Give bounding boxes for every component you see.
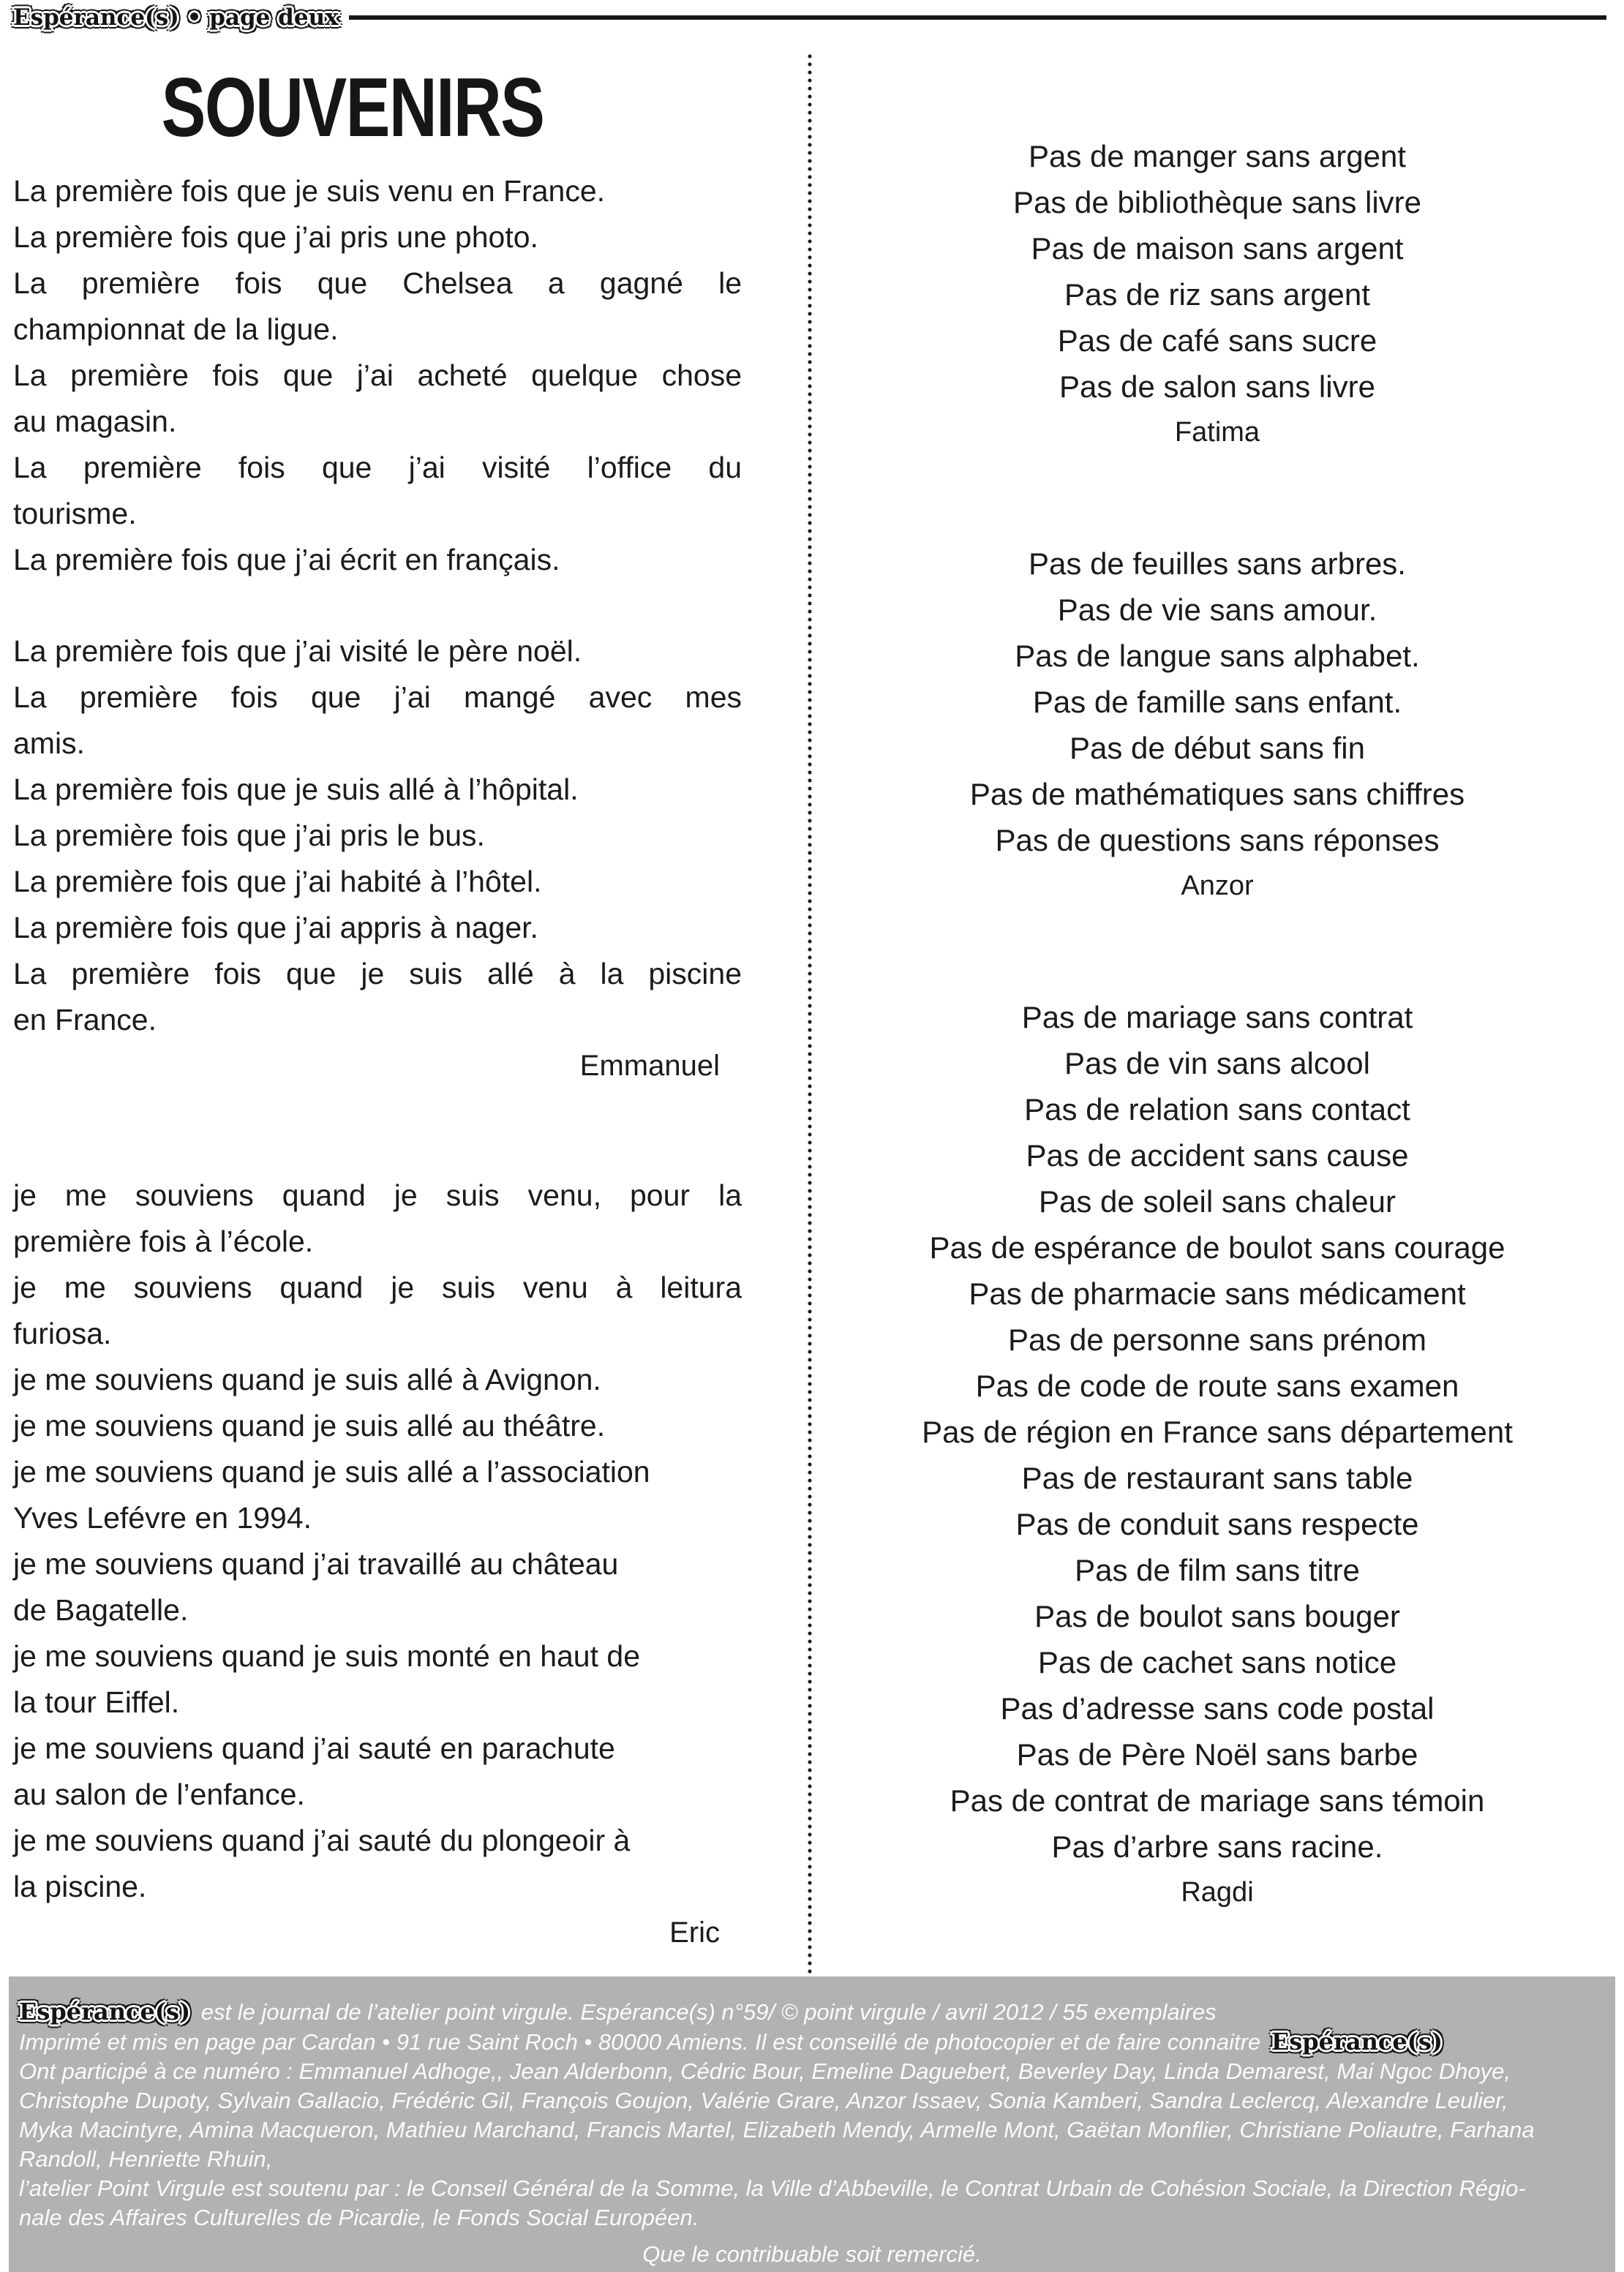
text-line: je me souviens quand je suis monté en haut de — [13, 1639, 640, 1673]
text-line: je me souviens quand je suis venu, pour la — [13, 1178, 742, 1212]
colophon-credit-line: Randoll, Henriette Rhuin, — [19, 2146, 273, 2172]
poem-line: Pas de feuilles sans arbres. — [1029, 546, 1406, 581]
colophon-line-1-text: est le journal de l’atelier point virgule. Espérance(s) n°59/ © point virgule / avril 2012 / 55 exemplaires — [195, 1999, 1217, 2025]
text-line: de Bagatelle. — [13, 1593, 189, 1627]
poem-line: Pas de accident sans cause — [1026, 1138, 1409, 1173]
text-line: La première fois que j’ai appris à nager. — [13, 911, 538, 944]
poem-line: Pas de mathématiques sans chiffres — [969, 777, 1465, 811]
text-line: La première fois que Chelsea a gagné le — [13, 266, 742, 300]
colophon-credit-line: Christophe Dupoty, Sylvain Gallacio, Frédéric Gil, François Goujon, Valérie Grare, Anzor Issaev, Sonia Kamberi, Sandra Leclercq, Alexandre Leulier, — [19, 2088, 1508, 2113]
text-line: Yves Lefévre en 1994. — [13, 1501, 312, 1535]
colophon-credit-line: l’atelier Point Virgule est soutenu par : le Conseil Général de la Somme, la Ville d’Abbeville, le Contrat Urbain de Cohésion Sociale, la Direction Régio- — [19, 2175, 1526, 2201]
signature-emmanuel: Emmanuel — [579, 1050, 720, 1082]
text-line: La première fois que je suis allé à l’hôpital. — [13, 772, 579, 806]
signature-ragdi: Ragdi — [1181, 1877, 1254, 1908]
text-line: je me souviens quand je suis venu à leitura — [13, 1271, 742, 1304]
colophon-credit-line: Myka Macintyre, Amina Macqueron, Mathieu Marchand, Francis Martel, Elizabeth Mendy, Armelle Mont, Gaëtan Monflier, Christiane Poliautre, Farhana — [19, 2117, 1535, 2143]
poem-line: Pas de espérance de boulot sans courage — [929, 1230, 1505, 1265]
souvenirs-block-je-me-souviens — [13, 1173, 742, 1910]
signature-eric: Eric — [669, 1916, 720, 1949]
poem-fatima — [819, 133, 1615, 410]
poem-line: Pas de bibliothèque sans livre — [1012, 185, 1422, 219]
text-line: La première fois que je suis venu en France. — [13, 174, 606, 208]
poem-line: Pas de langue sans alphabet. — [1015, 639, 1420, 673]
poem-line: Pas de maison sans argent — [1031, 231, 1404, 266]
poem-line: Pas de code de route sans examen — [975, 1369, 1459, 1403]
poem-line: Pas de personne sans prénom — [1007, 1323, 1427, 1357]
signature-fatima: Fatima — [1174, 417, 1260, 448]
text-line: La première fois que j’ai pris le bus. — [13, 819, 485, 852]
poem-line: Pas de manger sans argent — [1029, 139, 1406, 173]
text-line: championnat de la ligue. — [13, 312, 339, 346]
esperance-logo: Espérance(s) — [19, 1998, 191, 2025]
poem-line: Pas de salon sans livre — [1059, 369, 1375, 404]
poem-line: Pas de boulot sans bouger — [1034, 1599, 1400, 1633]
poem-line: Pas de pharmacie sans médicament — [969, 1276, 1466, 1311]
signature-anzor: Anzor — [1181, 870, 1254, 901]
poem-line: Pas de famille sans enfant. — [1032, 685, 1402, 719]
poem-line: Pas de vie sans amour. — [1057, 593, 1377, 627]
text-line: la tour Eiffel. — [13, 1685, 180, 1719]
left-column — [13, 45, 742, 1956]
poem-line: Pas de soleil sans chaleur — [1039, 1184, 1396, 1219]
text-line: en France. — [13, 1003, 157, 1037]
poem-line: Pas de contrat de mariage sans témoin — [950, 1783, 1485, 1818]
masthead-title: Espérance(s) • page deux — [13, 4, 339, 31]
text-line: La première fois que j’ai visité le père noël. — [13, 634, 582, 668]
dotted-column-divider — [808, 53, 812, 1975]
souvenirs-block-premiere-fois — [13, 168, 742, 1043]
colophon-closing-line: Que le contribuable soit remercié. — [642, 2241, 982, 2267]
masthead — [13, 4, 1606, 31]
poem-line: Pas de région en France sans département — [922, 1415, 1513, 1449]
text-line: je me souviens quand j’ai sauté du plongeoir à — [13, 1824, 631, 1857]
text-line: La première fois que j’ai écrit en français. — [13, 543, 560, 576]
masthead-rule — [349, 15, 1606, 20]
text-line: je me souviens quand je suis allé a l’association — [13, 1455, 650, 1489]
text-line: je me souviens quand j’ai travaillé au château — [13, 1547, 619, 1581]
poem-line: Pas de conduit sans respecte — [1015, 1507, 1419, 1541]
colophon-line-1 — [19, 1997, 1605, 2027]
text-line: La première fois que j’ai pris une photo. — [13, 220, 538, 254]
colophon-credit-line: Ont participé à ce numéro : Emmanuel Adhoge,, Jean Alderbonn, Cédric Bour, Emeline Daguebert, Beverley Day, Linda Demarest, Mai Ngoc Dhoye, — [19, 2058, 1511, 2084]
colophon-line-2 — [19, 2027, 1605, 2057]
poem-line: Pas de cachet sans notice — [1037, 1645, 1397, 1679]
text-line: je me souviens quand je suis allé au théâtre. — [13, 1409, 606, 1442]
page-title: SOUVENIRS — [161, 61, 544, 154]
poem-line: Pas de relation sans contact — [1024, 1092, 1410, 1126]
text-line: au salon de l’enfance. — [13, 1778, 305, 1811]
text-line: je me souviens quand je suis allé à Avignon. — [13, 1363, 601, 1396]
poem-anzor — [819, 541, 1615, 863]
poem-line: Pas de Père Noël sans barbe — [1016, 1737, 1418, 1772]
poem-line: Pas de film sans titre — [1075, 1553, 1360, 1587]
text-line: furiosa. — [13, 1317, 112, 1350]
colophon-credit-line: nale des Affaires Culturelles de Picardie, le Fonds Social Européen. — [19, 2205, 699, 2230]
poem-line: Pas de café sans sucre — [1057, 323, 1377, 358]
text-line: La première fois que j’ai habité à l’hôtel. — [13, 865, 542, 898]
text-line: La première fois que j’ai acheté quelque chose — [13, 358, 742, 392]
poem-line: Pas de restaurant sans table — [1021, 1461, 1413, 1495]
colophon-line-2-text: Imprimé et mis en page par Cardan • 91 rue Saint Roch • 80000 Amiens. Il est conseillé de photocopier et de faire connaitre — [19, 2029, 1267, 2055]
text-line: je me souviens quand j’ai sauté en parachute — [13, 1731, 615, 1765]
poem-line: Pas d’adresse sans code postal — [1000, 1691, 1435, 1726]
poem-line: Pas de questions sans réponses — [995, 823, 1440, 857]
text-line: La première fois que je suis allé à la piscine — [13, 957, 742, 990]
poem-ragdi — [819, 994, 1615, 1870]
poem-line: Pas de riz sans argent — [1064, 277, 1370, 312]
text-line: tourisme. — [13, 497, 137, 530]
text-line: la piscine. — [13, 1870, 147, 1903]
colophon-credits — [19, 2057, 1605, 2232]
text-line: au magasin. — [13, 405, 177, 438]
poem-line: Pas d’arbre sans racine. — [1051, 1829, 1383, 1864]
text-line: La première fois que j’ai mangé avec mes — [13, 680, 742, 714]
poem-line: Pas de mariage sans contrat — [1021, 1000, 1413, 1034]
colophon — [9, 1976, 1615, 2272]
text-line: La première fois que j’ai visité l’office du — [13, 451, 742, 484]
text-line: première fois à l’école. — [13, 1225, 314, 1258]
right-column — [819, 45, 1615, 1916]
poem-line: Pas de début sans fin — [1069, 731, 1365, 765]
text-line: amis. — [13, 726, 85, 760]
poem-line: Pas de vin sans alcool — [1064, 1046, 1370, 1080]
esperance-logo: Espérance(s) — [1271, 2028, 1443, 2055]
